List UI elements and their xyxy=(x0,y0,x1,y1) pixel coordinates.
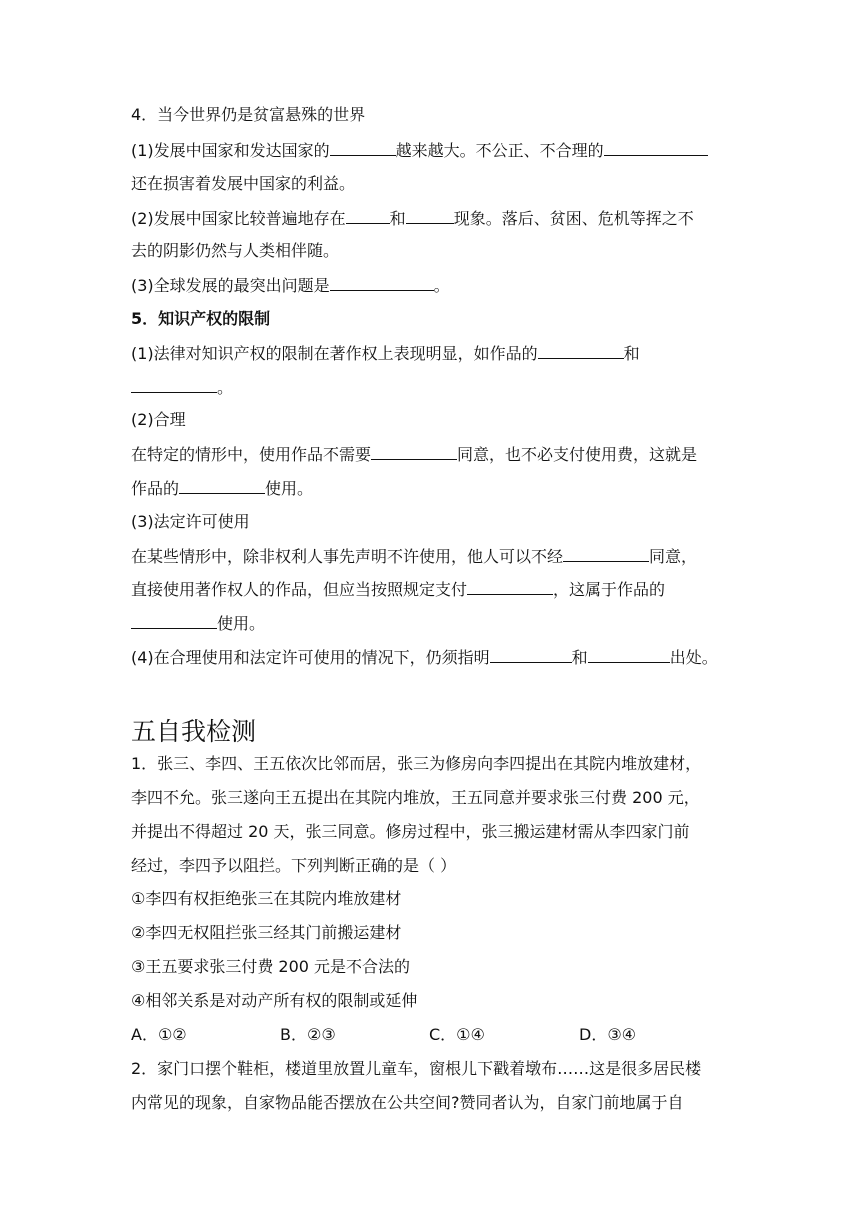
text: ，这属于作品的 xyxy=(553,580,666,599)
answer-blank[interactable] xyxy=(330,139,396,156)
statement-2: ②李四无权阻拦张三经其门前搬运建材 xyxy=(131,923,402,942)
section5-title: 5．知识产权的限制 xyxy=(131,309,271,328)
question1-line4: 经过，李四予以阻拦。下列判断正确的是（ ） xyxy=(131,856,457,875)
option-d[interactable]: D．③④ xyxy=(579,1025,637,1044)
answer-blank[interactable] xyxy=(588,646,670,663)
text: 使用。 xyxy=(217,614,266,633)
answer-blank[interactable] xyxy=(406,207,454,224)
text: 越来越大。不公正、不合理的 xyxy=(395,141,604,160)
text: 和 xyxy=(389,209,406,228)
section4-p1-line2: 还在损害着发展中国家的利益。 xyxy=(131,174,356,193)
section5-p3-line2 xyxy=(131,578,665,601)
section5-p1-line1 xyxy=(131,342,640,365)
section4-title: 4．当今世界仍是贫富悬殊的世界 xyxy=(131,105,366,124)
text: (2)发展中国家比较普遍地存在 xyxy=(131,209,346,228)
question1-line3: 并提出不得超过 20 天，张三同意。修房过程中，张三搬运建材需从李四家门前 xyxy=(131,822,690,841)
text: (4)在合理使用和法定许可使用的情况下，仍须指明 xyxy=(131,648,490,667)
statement-3: ③王五要求张三付费 200 元是不合法的 xyxy=(131,957,411,976)
answer-blank[interactable] xyxy=(371,443,457,460)
answer-blank[interactable] xyxy=(467,578,553,595)
text: 。 xyxy=(433,276,450,295)
text: (1)法律对知识产权的限制在著作权上表现明显，如作品的 xyxy=(131,344,538,363)
answer-blank[interactable] xyxy=(330,274,434,291)
section5-p3-title: (3)法定许可使用 xyxy=(131,512,250,531)
text: 同意，也不必支付使用费，这就是 xyxy=(457,445,698,464)
text: 在某些情形中，除非权利人事先声明不许使用，他人可以不经 xyxy=(131,547,564,566)
statement-4: ④相邻关系是对动产所有权的限制或延伸 xyxy=(131,991,418,1010)
section4-p2-line2: 去的阴影仍然与人类相伴随。 xyxy=(131,241,340,260)
answer-blank[interactable] xyxy=(490,646,572,663)
text: (3)全球发展的最突出问题是 xyxy=(131,276,330,295)
section5-p2-title: (2)合理 xyxy=(131,410,186,429)
text: 。 xyxy=(217,378,234,397)
question1-line1: 1．张三、李四、王五依次比邻而居，张三为修房向李四提出在其院内堆放建材， xyxy=(131,754,702,773)
section4-p3-line xyxy=(131,274,450,297)
option-c[interactable]: C．①④ xyxy=(429,1025,485,1044)
answer-blank[interactable] xyxy=(179,477,265,494)
question1-line2: 李四不允。张三遂向王五提出在其院内堆放，王五同意并要求张三付费 200 元， xyxy=(131,788,700,807)
section5-p1-line2 xyxy=(131,376,233,399)
answer-blank[interactable] xyxy=(563,545,649,562)
text: (1)发展中国家和发达国家的 xyxy=(131,141,330,160)
section5-p3-line3 xyxy=(131,612,265,635)
answer-blank[interactable] xyxy=(131,376,217,393)
text: 和 xyxy=(623,344,640,363)
section-heading: 五自我检测 xyxy=(131,717,257,746)
section4-p1-line1 xyxy=(131,139,708,162)
section5-p3-line1 xyxy=(131,545,697,568)
answer-blank[interactable] xyxy=(538,342,624,359)
answer-blank[interactable] xyxy=(604,139,708,156)
question2-line2: 内常见的现象，自家物品能否摆放在公共空间?赞同者认为，自家门前地属于自 xyxy=(131,1093,684,1112)
section5-p2-line1 xyxy=(131,443,697,466)
section4-p2-line1 xyxy=(131,207,694,230)
text: 作品的 xyxy=(131,479,180,498)
answer-blank[interactable] xyxy=(131,612,217,629)
text: 和 xyxy=(571,648,588,667)
text: 直接使用著作权人的作品，但应当按照规定支付 xyxy=(131,580,468,599)
option-b[interactable]: B．②③ xyxy=(280,1025,336,1044)
text: 同意， xyxy=(649,547,698,566)
text: 在特定的情形中，使用作品不需要 xyxy=(131,445,372,464)
text: 出处。 xyxy=(669,648,718,667)
answer-blank[interactable] xyxy=(346,207,390,224)
section5-p4-line xyxy=(131,646,718,669)
option-a[interactable]: A．①② xyxy=(131,1025,187,1044)
question2-line1: 2．家门口摆个鞋柜，楼道里放置儿童车，窗根儿下戳着墩布……这是很多居民楼 xyxy=(131,1059,702,1078)
statement-1: ①李四有权拒绝张三在其院内堆放建材 xyxy=(131,889,402,908)
text: 使用。 xyxy=(265,479,314,498)
section5-p2-line2 xyxy=(131,477,313,500)
text: 现象。落后、贫困、危机等挥之不 xyxy=(453,209,694,228)
